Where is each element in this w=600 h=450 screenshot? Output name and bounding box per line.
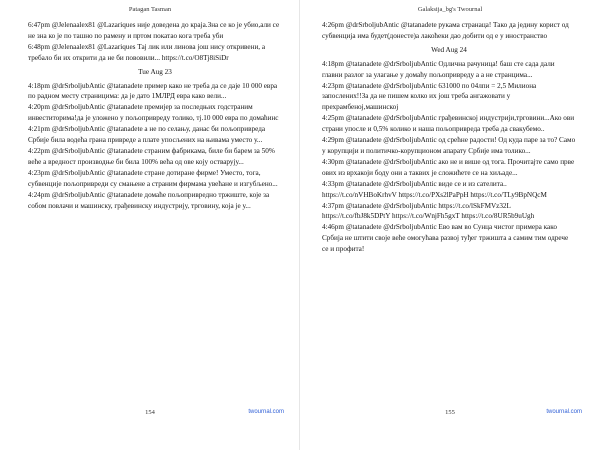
tweet-entry: 4:22pm @drSrboljubAntic @tatanadete страним фабрикама, биле би барем за 50% веће а вредност производње би била 100% већа од ове коју остварују... [28,146,275,166]
tweet-entry: 4:23pm @drSrboljubAntic @tatanadete стране дотиране фирме! Уместо, тога, субвенције пољопривреди су смањене а страним фирмама увећане и изгубљено... [28,168,278,188]
tweet-entry: 4:33pm @tatanadete @drSrboljubAntic виде се и из сателита.. https://t.co/nVHBoKrhvV https://t.co/PXs2lPaPpH https://t.co/TLy9BpNQcM [322,179,547,199]
page-body [28,20,282,211]
tweet-entry: 4:18pm @tatanadete @drSrboljubAntic Одлична рачуница! баш сте сада дали главни разлог за улагање у домаћу пољопривреду а а не странцима... [322,59,555,79]
tweet-entry: 4:20pm @drSrboljubAntic @tatanadete премијер за последњих годстраним инвеститорима!да је уложено у пољопривреду толико, тј.10 000 евра по домаћинс [28,103,279,123]
tweet-entry: 4:37pm @tatanadete @drSrboljubAntic https://t.co/lSkFMVz32L https://t.co/fbJ8k5DPtY https://t.co/WnjFh5gxT https://t.co/8UR5b9uUgh [322,201,535,221]
site-link[interactable]: twournal.com [546,409,582,415]
tweet-entry: 4:46pm @tatanadete @drSrboljubAntic Ево вам во Сунца чистог примера како Србија не штити своје веће омогућава развој туђег тржишта а самим тим одрече се и профита! [322,223,569,254]
tweet-entry: 4:23pm @tatanadete @drSrboljubAntic 631000 по 04лпи = 2,5 Милиона запослених!!За да не пишем колко их још треба ангажовати у прехрамбеној,машинској [322,81,537,112]
tweet-entry: 4:25pm @tatanadete @drSrboljubAntic грађевинској индустрији,трговини...Ако ови страни упосле и 0,5% колико и наша пољопривреда треба да свакубемо.. [322,114,575,134]
page-body [322,20,576,255]
tweet-entry: 4:29pm @tatanadete @drSrboljubAntic од срећне радости! Од куда паре за то? Само у корупцији и политичко-корупционом апарату Србије има толико... [322,136,576,155]
running-head: Patagan Tasman [128,6,172,13]
tweet-entry: 4:30pm @tatanadete @drSrboljubAntic ако не и више од тога. Прочитајте само прве ових из врхакоји боду они а таквих је сложићете се на хиљаде... [322,157,575,177]
page-footer [0,409,300,419]
right-page [300,0,600,450]
running-head: Galaksija_bg's Twournal [417,6,483,13]
tweet-entry: 6:47pm @Jelenaalex81 @Lazariques није доведена до краја.Зна се ко је убио,али се не зна ко је по ташно по рамену и пртом покатао кога треба уби [28,21,280,40]
tweet-entry: 6:48pm @Jelenaalex81 @Lazariques Тај лик или линова још нису откривени, а требало би их открити да не би пововили... https://t.co/O8Tj8iSiDr [28,42,266,62]
page-footer [300,409,600,419]
tweet-entry: 4:21pm @drSrboljubAntic @tatanadete а не по селању, данас би пољопривреда Србије била водећа грана привреде а плате упосљених на њивама уместо у... [28,125,266,145]
tweet-entry: 4:24pm @drSrboljubAntic @tatanadete домаће пољопривредно тржиште, које за собом повлачи и машинску, грађевинску индустрију, трговину, која је у... [28,190,270,210]
site-link[interactable]: twournal.com [248,409,284,415]
date-heading: Tue Aug 23 [138,67,172,76]
page-number: 154 [145,409,155,416]
tweet-entry: 4:26pm @drSrboljubAntic @tatanadete рукама странаца! Тако да једину корист од субвенција има будет(донесте)а лакоћеки дао добити од е у иностранство [322,21,569,40]
date-heading: Wed Aug 24 [431,45,467,54]
page-number: 155 [445,409,455,416]
tweet-entry: 4:18pm @drSrboljubAntic @tatanadete пример како не треба да се даје 10 000 евра по радном месту страницима: да је дато 1МЛРД евра како вели... [28,81,278,101]
